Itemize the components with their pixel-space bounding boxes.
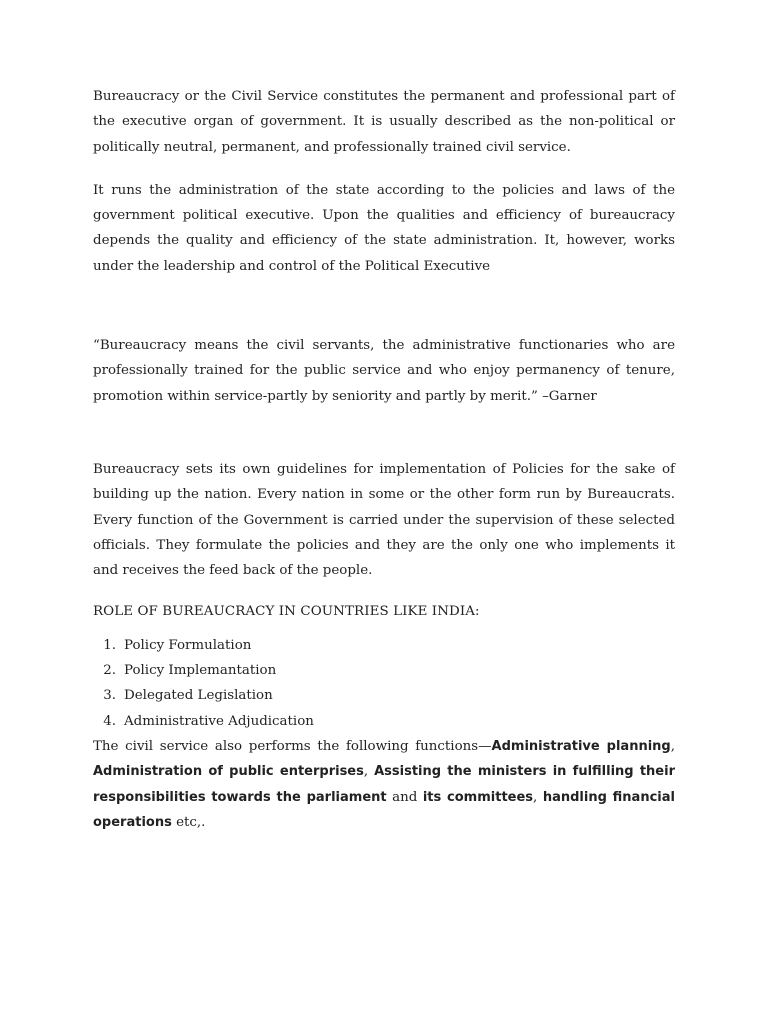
section-heading-colon: : (475, 604, 480, 620)
section-heading (93, 599, 675, 624)
list-item-number: 3. (103, 688, 116, 704)
list-item-number: 4. (103, 713, 116, 729)
paragraph-garner-quote: “Bureaucracy means the civil servants, the administrative functionaries who are professionally trained for the public service and who enjoy permanency of tenure, promotion within service-partly by seniority and partly by merit.” –Garner (93, 338, 675, 404)
paragraph-administration: It runs the administration of the state according to the policies and laws of the government political executive. Upon the qualities and efficiency of bureaucracy depends the quality and efficiency of the state administration. It, however, works under the leadership and control of the Political Executive (93, 182, 675, 274)
separator: , (363, 764, 375, 780)
paragraph-definition: Bureaucracy or the Civil Service constitutes the permanent and professional part of the executive organ of government. It is usually described as the non-political or politically neutral, permanent, and professionally trained civil service. (93, 89, 675, 155)
separator: and (386, 789, 423, 805)
function-financial-operations: handling financial operations (93, 789, 675, 830)
list-item-text: Administrative Adjudication (124, 713, 314, 729)
list-item (93, 633, 675, 658)
function-public-enterprises: Administration of public enterprises (93, 764, 364, 780)
functions-end: etc,. (171, 814, 206, 830)
functions-intro: The civil service also performs the following functions— (93, 738, 492, 754)
list-item (93, 683, 675, 708)
list-item-text: Policy Formulation (124, 637, 252, 653)
separator: , (533, 789, 543, 805)
list-item-text: Policy Implemantation (124, 663, 277, 679)
document-page (93, 84, 675, 835)
function-committees: its committees (422, 789, 534, 805)
function-assisting-ministers: Assisting the ministers in fulfilling their responsibilities towards the parliament (93, 764, 675, 805)
list-item-text: Delegated Legislation (124, 688, 273, 704)
function-administrative-planning: Administrative planning (491, 738, 671, 754)
separator: , (670, 738, 675, 754)
role-list (93, 633, 675, 734)
section-heading-text: ROLE OF BUREAUCRACY IN COUNTRIES LIKE INDIA (93, 604, 476, 620)
paragraph-functions (93, 734, 675, 835)
paragraph-guidelines: Bureaucracy sets its own guidelines for implementation of Policies for the sake of building up the nation. Every nation in some or the other form run by Bureaucrats. Every function of the Government is carried under the supervision of these selected officials. They formulate the policies and they are the only one who implements it and receives the feed back of the people. (93, 461, 675, 579)
list-item-number: 1. (103, 637, 116, 653)
list-item (93, 709, 675, 734)
list-item-number: 2. (103, 663, 116, 679)
list-item (93, 658, 675, 683)
